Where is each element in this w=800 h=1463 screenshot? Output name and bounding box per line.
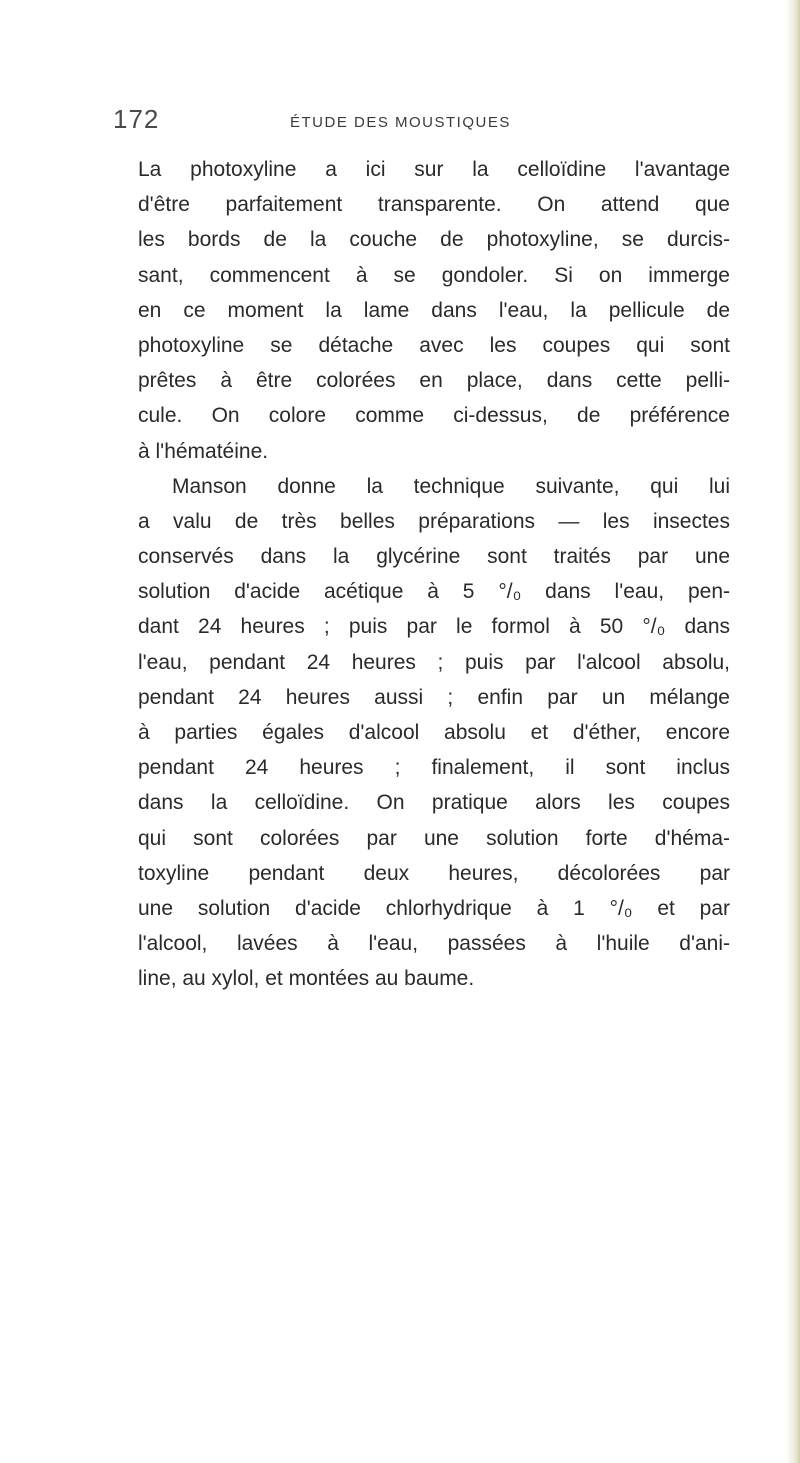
text-line: Manson donne la technique suivante, qui lui <box>172 474 730 498</box>
text-line: l'alcool, lavées à l'eau, passées à l'huile d'ani- <box>138 932 730 956</box>
text-line: une solution d'acide chlorhydrique à 1 °/₀ et par <box>138 896 730 920</box>
body-text <box>138 152 730 997</box>
text-line: La photoxyline a ici sur la celloïdine l'avantage <box>138 158 730 181</box>
page-header <box>113 104 753 144</box>
text-line: sant, commencent à se gondoler. Si on immerge <box>138 263 730 287</box>
text-line: en ce moment la lame dans l'eau, la pellicule de <box>138 298 730 322</box>
running-title: ÉTUDE DES MOUSTIQUES <box>290 114 511 131</box>
text-line: dans la celloïdine. On pratique alors les coupes <box>138 791 730 815</box>
page-number: 172 <box>113 104 160 134</box>
text-line: dant 24 heures ; puis par le formol à 50 °/₀ dans <box>138 615 730 639</box>
text-line: l'eau, pendant 24 heures ; puis par l'alcool absolu, <box>138 650 730 674</box>
text-line: photoxyline se détache avec les coupes qui sont <box>138 333 730 357</box>
text-line: a valu de très belles préparations — les insectes <box>138 509 730 533</box>
text-line: prêtes à être colorées en place, dans cette pelli- <box>138 369 730 393</box>
text-line: line, au xylol, et montées au baume. <box>138 967 475 991</box>
text-line: pendant 24 heures ; finalement, il sont inclus <box>138 756 730 780</box>
text-line: conservés dans la glycérine sont traités par une <box>138 545 730 569</box>
text-line: pendant 24 heures aussi ; enfin par un mélange <box>138 685 730 709</box>
text-line: les bords de la couche de photoxyline, se durcis- <box>138 228 730 252</box>
text-line: à l'hématéine. <box>138 439 269 463</box>
text-line: à parties égales d'alcool absolu et d'éther, encore <box>138 721 730 744</box>
text-line: cule. On colore comme ci-dessus, de préférence <box>138 404 730 428</box>
text-line: qui sont colorées par une solution forte d'héma- <box>138 826 730 850</box>
text-line: toxyline pendant deux heures, décolorées par <box>138 861 730 885</box>
text-line: d'être parfaitement transparente. On attend que <box>138 193 730 217</box>
text-line: solution d'acide acétique à 5 °/₀ dans l'eau, pen- <box>138 580 730 604</box>
page-edge-shadow <box>786 0 800 1463</box>
